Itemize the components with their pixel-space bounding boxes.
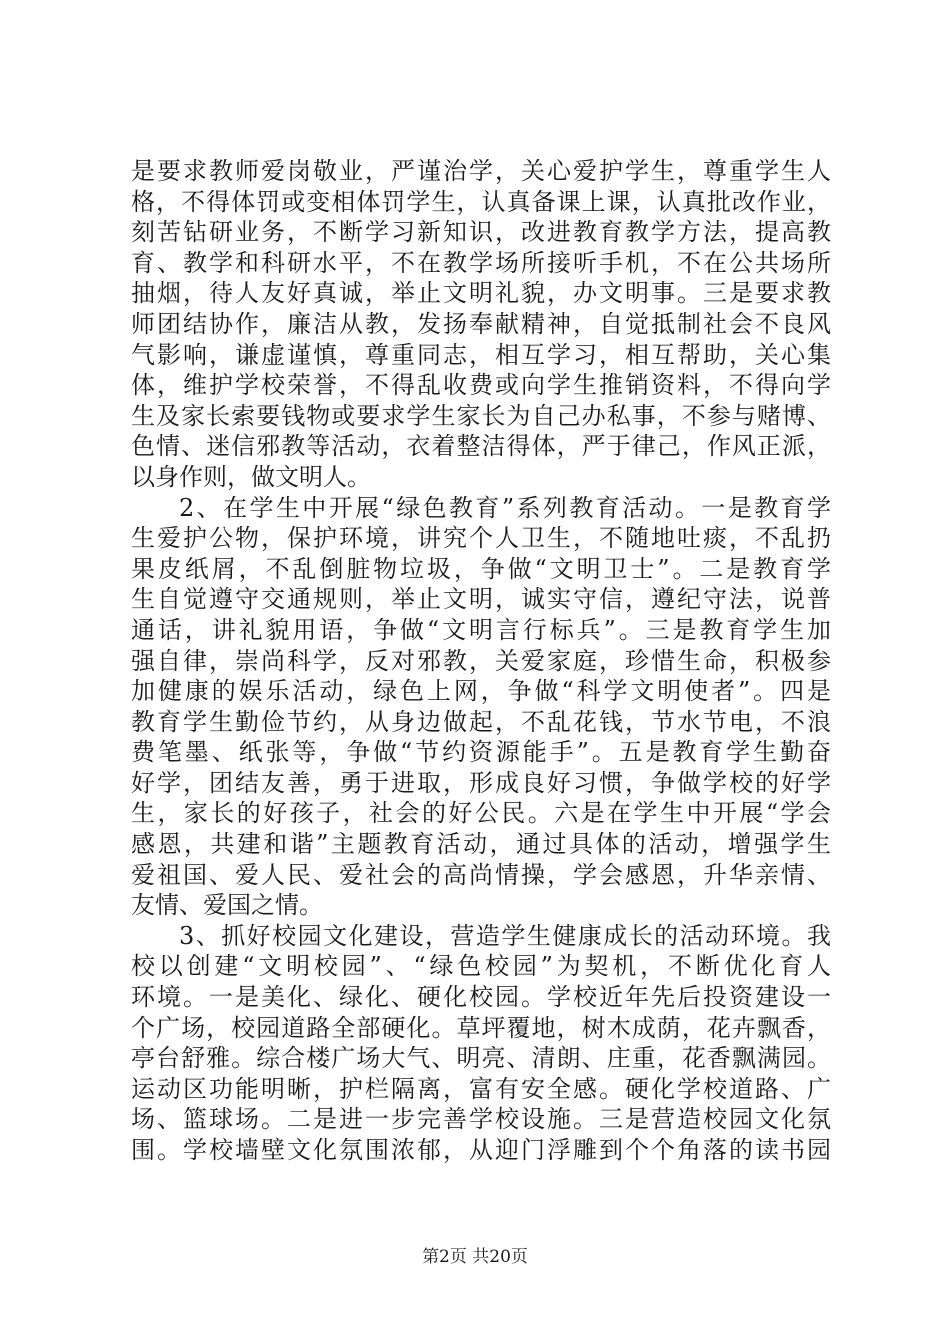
text-line: 生自觉遵守交通规则，举止文明，诚实守信，遵纪守法，说普 (131, 585, 831, 614)
text-line: 育、教学和科研水平，不在教学场所接听手机，不在公共场所 (131, 248, 831, 277)
text-line: 生，家长的好孩子，社会的好公民。六是在学生中开展“学会 (131, 799, 831, 828)
text-line: 校以创建“文明校园”、“绿色校园”为契机，不断优化育人 (131, 952, 831, 981)
text-line: 费笔墨、纸张等，争做“节约资源能手”。五是教育学生勤奋 (131, 738, 831, 767)
text-line: 围。学校墙壁文化氛围浓郁，从迎门浮雕到个个角落的读书园 (131, 1136, 831, 1164)
text-line: 色情、迷信邪教等活动，衣着整洁得体，严于律己，作风正派， (131, 432, 831, 461)
text-line: 运动区功能明晰，护栏隔离，富有安全感。硬化学校道路、广 (131, 1074, 831, 1103)
page-number-footer: 第2页 共20页 (422, 1247, 528, 1267)
text-line: 友情、爱国之情。 (131, 891, 323, 920)
text-line: 强自律，崇尚科学，反对邪教，关爱家庭，珍惜生命，积极参 (131, 646, 831, 675)
text-line: 通话，讲礼貌用语，争做“文明言行标兵”。三是教育学生加 (131, 615, 831, 644)
text-line: 师团结协作，廉洁从教，发扬奉献精神，自觉抵制社会不良风 (131, 309, 831, 338)
text-line: 以身作则，做文明人。 (131, 462, 371, 491)
text-line: 爱祖国、爱人民、爱社会的高尚情操，学会感恩，升华亲情、 (131, 860, 831, 889)
text-line: 个广场，校园道路全部硬化。草坪覆地，树木成荫，花卉飘香， (131, 1013, 831, 1042)
text-line: 生及家长索要钱物或要求学生家长为自己办私事，不参与赌博、 (131, 401, 831, 430)
text-line: 生爱护公物，保护环境，讲究个人卫生，不随地吐痰，不乱扔 (131, 524, 831, 553)
text-line: 教育学生勤俭节约，从身边做起，不乱花钱，节水节电，不浪 (131, 707, 831, 736)
text-line: 是要求教师爱岗敬业，严谨治学，关心爱护学生，尊重学生人 (131, 157, 831, 185)
text-line: 气影响，谦虚谨慎，尊重同志，相互学习，相互帮助，关心集 (131, 340, 831, 369)
text-line: 好学，团结友善，勇于进取，形成良好习惯，争做学校的好学 (131, 768, 831, 797)
text-line: 抽烟，待人友好真诚，举止文明礼貌，办文明事。三是要求教 (131, 279, 831, 308)
text-line: 亭台舒雅。综合楼广场大气、明亮、清朗、庄重，花香飘满园。 (131, 1044, 831, 1073)
paragraph-start-line: 3、抓好校园文化建设，营造学生健康成长的活动环境。我 (179, 921, 831, 950)
text-line: 果皮纸屑，不乱倒脏物垃圾，争做“文明卫士”。二是教育学 (131, 554, 831, 583)
text-line: 加健康的娱乐活动，绿色上网，争做“科学文明使者”。四是 (131, 677, 831, 706)
text-line: 格，不得体罚或变相体罚学生，认真备课上课，认真批改作业， (131, 187, 831, 216)
body-text (131, 156, 831, 1166)
text-line: 环境。一是美化、绿化、硬化校园。学校近年先后投资建设一 (131, 983, 831, 1012)
text-line: 场、篮球场。二是进一步完善学校设施。三是营造校园文化氛 (131, 1105, 831, 1134)
text-line: 体，维护学校荣誉，不得乱收费或向学生推销资料，不得向学 (131, 371, 831, 400)
text-line: 感恩，共建和谐”主题教育活动，通过具体的活动，增强学生 (131, 830, 831, 859)
text-line: 刻苦钻研业务，不断学习新知识，改进教育教学方法，提高教 (131, 218, 831, 247)
paragraph-start-line: 2、在学生中开展“绿色教育”系列教育活动。一是教育学 (179, 493, 831, 522)
